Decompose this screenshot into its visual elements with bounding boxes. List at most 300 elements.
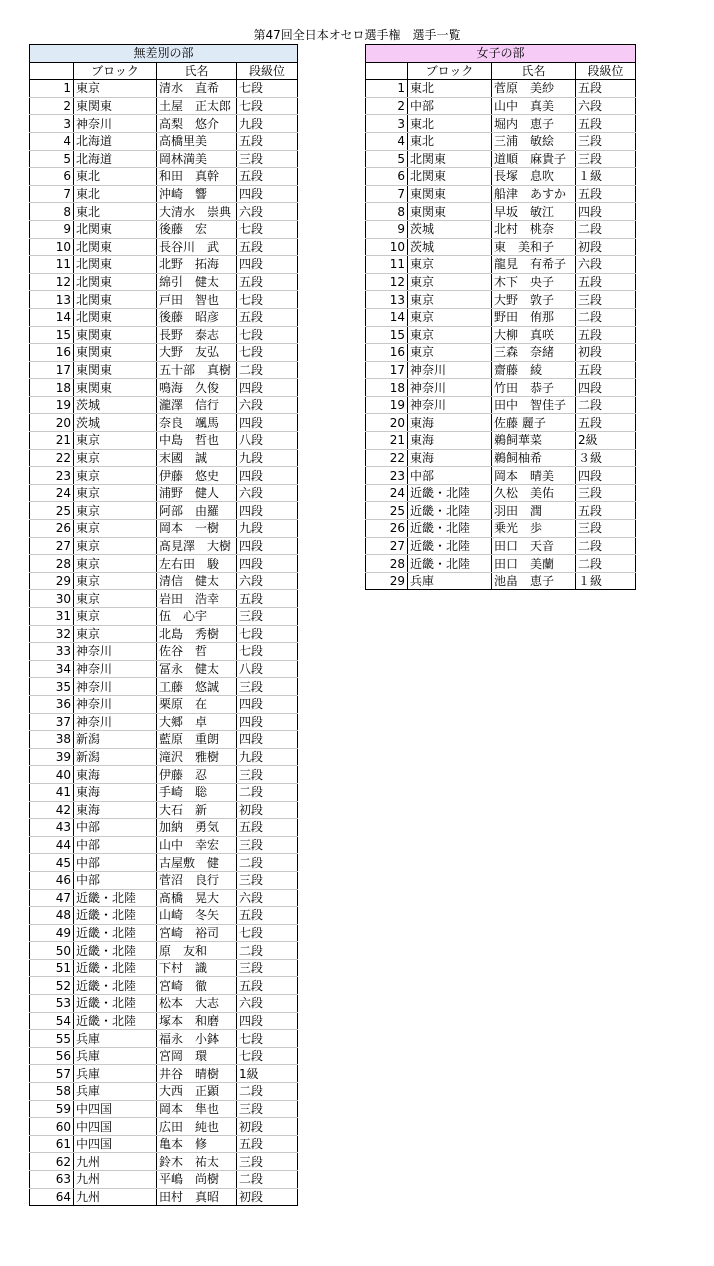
table-row [30,1030,298,1048]
entry-number: 8 [366,203,408,221]
entry-number: 26 [366,520,408,538]
rank-cell: 四段 [237,185,298,203]
block-cell: 東京 [74,555,157,573]
table-row [366,432,636,450]
rank-cell: 二段 [237,1171,298,1189]
player-name: 中島 哲也 [157,432,237,450]
player-name: 岩田 浩幸 [157,590,237,608]
block-cell: 近畿・北陸 [74,1012,157,1030]
table-row [30,871,298,889]
rank-cell: 三段 [237,608,298,626]
block-cell: 神奈川 [74,695,157,713]
entry-number: 29 [30,572,74,590]
entry-number: 63 [30,1171,74,1189]
block-cell: 神奈川 [408,396,492,414]
player-name: 長谷川 武 [157,238,237,256]
rank-cell: 五段 [237,168,298,186]
rank-cell: 九段 [237,115,298,133]
table-row [30,484,298,502]
block-cell: 東海 [408,432,492,450]
player-name: 宮崎 徹 [157,977,237,995]
table-row [30,924,298,942]
block-cell: 北関東 [74,220,157,238]
player-name: 鈴木 祐太 [157,1153,237,1171]
block-cell: 北関東 [74,291,157,309]
player-name: 加納 勇気 [157,819,237,837]
player-name: 竹田 恭子 [492,379,576,397]
player-name: 大野 敦子 [492,291,576,309]
table-row [366,520,636,538]
rank-cell: 七段 [237,326,298,344]
entry-number: 1 [366,80,408,98]
rank-header: 段級位 [576,62,636,80]
table-row [30,555,298,573]
entry-number: 61 [30,1135,74,1153]
women-division-label: 女子の部 [366,45,636,63]
block-cell: 新潟 [74,748,157,766]
block-cell: 近畿・北陸 [74,924,157,942]
rank-cell: 四段 [576,203,636,221]
entry-number: 55 [30,1030,74,1048]
rank-cell: 五段 [237,590,298,608]
rank-cell: 三段 [237,1100,298,1118]
rank-cell: 二段 [237,361,298,379]
player-name: 戸田 智也 [157,291,237,309]
rank-cell: 六段 [237,889,298,907]
entry-number: 14 [30,308,74,326]
table-row [30,1100,298,1118]
player-name: 岡林満美 [157,150,237,168]
player-name: 下村 識 [157,959,237,977]
block-cell: 東北 [74,168,157,186]
player-name: 冨永 健太 [157,660,237,678]
player-name: 鵜飼柚希 [492,449,576,467]
rank-cell: 四段 [237,537,298,555]
player-name: 山中 真美 [492,97,576,115]
player-name: 木下 央子 [492,273,576,291]
block-cell: 東関東 [74,361,157,379]
entry-number: 15 [30,326,74,344]
block-cell: 近畿・北陸 [74,959,157,977]
number-header [30,62,74,80]
table-row [366,537,636,555]
rank-cell: 五段 [576,361,636,379]
entry-number: 33 [30,643,74,661]
block-cell: 近畿・北陸 [74,995,157,1013]
table-row [366,326,636,344]
block-cell: 北関東 [74,256,157,274]
entry-number: 53 [30,995,74,1013]
entry-number: 36 [30,695,74,713]
block-cell: 神奈川 [74,713,157,731]
player-name: 佐谷 哲 [157,643,237,661]
entry-number: 32 [30,625,74,643]
entry-number: 15 [366,326,408,344]
rank-cell: 五段 [576,273,636,291]
block-cell: 東北 [408,80,492,98]
entry-number: 11 [30,256,74,274]
rank-cell: 三段 [237,1153,298,1171]
block-header: ブロック [74,62,157,80]
entry-number: 17 [30,361,74,379]
block-cell: 近畿・北陸 [408,502,492,520]
table-row [30,414,298,432]
player-name: 瀧澤 信行 [157,396,237,414]
player-name: 三森 奈緒 [492,344,576,362]
entry-number: 62 [30,1153,74,1171]
block-cell: 神奈川 [74,643,157,661]
table-row [30,1188,298,1206]
women-division-rows [366,80,636,590]
player-name: 福永 小鉢 [157,1030,237,1048]
entry-number: 23 [366,467,408,485]
table-row [366,414,636,432]
table-row [30,502,298,520]
table-row [366,115,636,133]
block-cell: 近畿・北陸 [74,907,157,925]
rank-cell: 四段 [237,555,298,573]
table-row [30,678,298,696]
table-row [30,748,298,766]
block-cell: 東関東 [408,185,492,203]
rank-cell: 六段 [237,995,298,1013]
block-cell: 東京 [74,537,157,555]
rank-cell: 四段 [237,713,298,731]
entry-number: 20 [30,414,74,432]
entry-number: 41 [30,783,74,801]
entry-number: 24 [30,484,74,502]
table-row [30,1065,298,1083]
entry-number: 21 [366,432,408,450]
table-row [30,132,298,150]
player-name: 広田 純也 [157,1118,237,1136]
table-row [30,326,298,344]
table-row [30,220,298,238]
rank-cell: 四段 [237,256,298,274]
rank-cell: 初段 [237,1188,298,1206]
entry-number: 13 [30,291,74,309]
block-cell: 神奈川 [408,361,492,379]
player-name: 田中 智佳子 [492,396,576,414]
player-name: 清信 健太 [157,572,237,590]
block-cell: 新潟 [74,731,157,749]
entry-number: 4 [30,132,74,150]
entry-number: 18 [30,379,74,397]
table-row [30,889,298,907]
rank-cell: 三段 [576,484,636,502]
table-row [30,520,298,538]
entry-number: 29 [366,572,408,590]
women-division-table [365,44,636,590]
table-row [30,1171,298,1189]
table-row [30,907,298,925]
block-cell: 東関東 [408,203,492,221]
entry-number: 2 [366,97,408,115]
entry-number: 9 [366,220,408,238]
block-cell: 茨城 [74,414,157,432]
rank-cell: 三段 [237,678,298,696]
table-row [30,713,298,731]
player-name: 齋藤 綾 [492,361,576,379]
player-name: 山中 幸宏 [157,836,237,854]
table-row [30,590,298,608]
rank-cell: 四段 [237,1012,298,1030]
table-row [366,467,636,485]
player-name: 岡本 一樹 [157,520,237,538]
entry-number: 19 [30,396,74,414]
table-row [30,695,298,713]
player-name: 伊藤 悠史 [157,467,237,485]
player-name: 工藤 悠誠 [157,678,237,696]
block-header: ブロック [408,62,492,80]
rank-cell: 四段 [237,467,298,485]
player-name: 高梨 悠介 [157,115,237,133]
block-cell: 東海 [408,449,492,467]
entry-number: 39 [30,748,74,766]
block-cell: 東海 [74,766,157,784]
rank-cell: 二段 [237,942,298,960]
open-division-rows [30,80,298,1206]
rank-cell: 二段 [576,308,636,326]
entry-number: 48 [30,907,74,925]
table-row [30,1118,298,1136]
player-name: 後藤 宏 [157,220,237,238]
entry-number: 21 [30,432,74,450]
block-cell: 東京 [74,608,157,626]
block-cell: 神奈川 [74,678,157,696]
rank-cell: 三段 [237,871,298,889]
entry-number: 5 [366,150,408,168]
block-cell: 東海 [408,414,492,432]
entry-number: 25 [30,502,74,520]
table-row [30,537,298,555]
block-cell: 東海 [74,783,157,801]
rank-cell: 四段 [237,731,298,749]
block-cell: 東京 [74,484,157,502]
entry-number: 45 [30,854,74,872]
entry-number: 54 [30,1012,74,1030]
block-cell: 北海道 [74,150,157,168]
player-name: 菅原 美紗 [492,80,576,98]
player-name: 伊藤 忍 [157,766,237,784]
rank-cell: 初段 [237,801,298,819]
entry-number: 40 [30,766,74,784]
block-cell: 茨城 [74,396,157,414]
rank-cell: 三段 [576,132,636,150]
entry-number: 31 [30,608,74,626]
player-name: 北野 拓海 [157,256,237,274]
rank-cell: 八段 [237,432,298,450]
block-cell: 神奈川 [408,379,492,397]
rank-cell: 三段 [576,150,636,168]
block-cell: 近畿・北陸 [74,942,157,960]
table-row [30,1153,298,1171]
player-name: 田口 天音 [492,537,576,555]
block-cell: 兵庫 [74,1065,157,1083]
rank-cell: 三段 [237,959,298,977]
rank-cell: 六段 [576,256,636,274]
rank-cell: 初段 [576,344,636,362]
open-division-label: 無差別の部 [30,45,298,63]
rank-cell: １級 [576,168,636,186]
block-cell: 東京 [74,520,157,538]
entry-number: 12 [30,273,74,291]
player-name: 田村 真昭 [157,1188,237,1206]
entry-number: 6 [30,168,74,186]
player-name: 大柳 真咲 [492,326,576,344]
entry-number: 2 [30,97,74,115]
block-cell: 兵庫 [74,1047,157,1065]
entry-number: 27 [366,537,408,555]
block-cell: 東京 [74,80,157,98]
entry-number: 35 [30,678,74,696]
player-name: 東 美和子 [492,238,576,256]
player-name: 田口 美蘭 [492,555,576,573]
rank-cell: 九段 [237,748,298,766]
entry-number: 8 [30,203,74,221]
player-name: 岡本 晴美 [492,467,576,485]
block-cell: 東京 [408,273,492,291]
player-name: 宮岡 環 [157,1047,237,1065]
entry-number: 4 [366,132,408,150]
rank-cell: 七段 [237,80,298,98]
rank-cell: 三段 [237,766,298,784]
rank-cell: 四段 [237,414,298,432]
entry-number: 64 [30,1188,74,1206]
rank-cell: 五段 [237,819,298,837]
rank-cell: 二段 [237,783,298,801]
rank-cell: 六段 [237,203,298,221]
rank-cell: 四段 [237,695,298,713]
player-name: 清水 直希 [157,80,237,98]
block-cell: 東京 [408,326,492,344]
table-row [366,273,636,291]
rank-cell: 六段 [576,97,636,115]
player-name: 和田 真幹 [157,168,237,186]
table-row [30,449,298,467]
player-name: 船津 あすか [492,185,576,203]
rank-cell: 五段 [576,414,636,432]
table-row [30,766,298,784]
player-name: 大清水 崇典 [157,203,237,221]
block-cell: 近畿・北陸 [74,889,157,907]
table-row [30,1135,298,1153]
block-cell: 東京 [408,291,492,309]
block-cell: 中部 [74,871,157,889]
table-row [30,396,298,414]
player-name: 北島 秀樹 [157,625,237,643]
rank-cell: 二段 [576,555,636,573]
entry-number: 23 [30,467,74,485]
entry-number: 49 [30,924,74,942]
rank-cell: 四段 [237,379,298,397]
entry-number: 58 [30,1083,74,1101]
table-row [366,291,636,309]
rank-cell: １級 [576,572,636,590]
entry-number: 57 [30,1065,74,1083]
player-name: 原 友和 [157,942,237,960]
table-row [30,379,298,397]
table-row [30,361,298,379]
entry-number: 56 [30,1047,74,1065]
table-row [30,168,298,186]
table-row [30,572,298,590]
block-cell: 北関東 [408,150,492,168]
entry-number: 12 [366,273,408,291]
entry-number: 6 [366,168,408,186]
player-name: 伍 心宇 [157,608,237,626]
rank-cell: 七段 [237,97,298,115]
player-name: 羽田 潤 [492,502,576,520]
block-cell: 中四国 [74,1118,157,1136]
entry-number: 10 [30,238,74,256]
rank-cell: 七段 [237,291,298,309]
entry-number: 28 [30,555,74,573]
entry-number: 25 [366,502,408,520]
table-row [30,959,298,977]
table-row [30,344,298,362]
rank-cell: 五段 [576,326,636,344]
rank-cell: 三段 [237,150,298,168]
entry-number: 44 [30,836,74,854]
entry-number: 24 [366,484,408,502]
rank-cell: 三段 [576,520,636,538]
player-name: 山崎 冬矢 [157,907,237,925]
entry-number: 3 [30,115,74,133]
block-cell: 東京 [74,625,157,643]
block-cell: 北関東 [74,273,157,291]
player-name: 平嶋 尚樹 [157,1171,237,1189]
player-name: 長塚 息吹 [492,168,576,186]
player-name: 井谷 晴樹 [157,1065,237,1083]
rank-cell: 七段 [237,625,298,643]
entry-number: 16 [366,344,408,362]
rank-cell: 二段 [576,396,636,414]
rank-cell: 五段 [576,80,636,98]
table-row [30,819,298,837]
table-row [366,344,636,362]
block-cell: 茨城 [408,220,492,238]
rank-cell: 五段 [237,907,298,925]
block-cell: 東京 [74,467,157,485]
block-cell: 兵庫 [74,1083,157,1101]
entry-number: 22 [366,449,408,467]
player-name: 沖崎 響 [157,185,237,203]
table-row [30,1012,298,1030]
player-name: 鳴海 久俊 [157,379,237,397]
block-cell: 茨城 [408,238,492,256]
player-name: 後藤 昭彦 [157,308,237,326]
entry-number: 7 [30,185,74,203]
table-row [366,97,636,115]
player-name: 滝沢 雅樹 [157,748,237,766]
table-row [366,185,636,203]
table-row [30,203,298,221]
entry-number: 18 [366,379,408,397]
rank-cell: ３級 [576,449,636,467]
table-row [366,555,636,573]
entry-number: 9 [30,220,74,238]
player-name: 大石 新 [157,801,237,819]
table-row [30,854,298,872]
rank-cell: 二段 [576,537,636,555]
table-row [366,361,636,379]
entry-number: 43 [30,819,74,837]
table-row [366,168,636,186]
entry-number: 7 [366,185,408,203]
block-cell: 中部 [74,819,157,837]
entry-number: 14 [366,308,408,326]
